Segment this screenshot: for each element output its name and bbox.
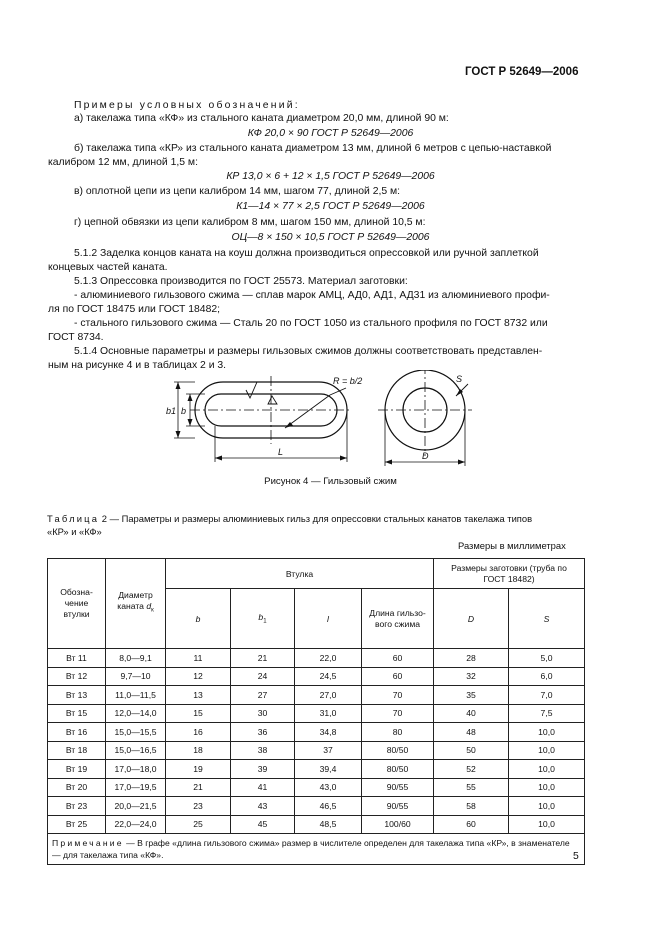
- clause-5-1-4-cont: ным на рисунке 4 и в таблицах 2 и 3.: [48, 360, 227, 371]
- example-a-text: а) такелажа типа «КФ» из стального каната диаметром 20,0 мм, длиной 90 м:: [74, 113, 449, 124]
- cell-l: 37: [295, 741, 362, 760]
- cell-rope-diameter: 9,7—10: [106, 667, 166, 686]
- table-row: [48, 667, 585, 686]
- clause-5-1-4: 5.1.4 Основные параметры и размеры гильзовых сжимов должны соответствовать представлен-: [74, 346, 543, 357]
- table-row: [48, 741, 585, 760]
- clause-5-1-2-cont: концевых частей каната.: [48, 262, 168, 273]
- parameters-table: [47, 558, 585, 865]
- header-s: S: [509, 589, 585, 649]
- cell-b: 16: [166, 723, 231, 742]
- table-row: [48, 686, 585, 705]
- clause-5-1-3-steel: - стального гильзового сжима — Сталь 20 по ГОСТ 1050 из стального профиля по ГОСТ 8732 или: [74, 318, 548, 329]
- cell-b1: 41: [231, 778, 295, 797]
- cell-designation: Вт 15: [48, 704, 106, 723]
- cell-designation: Вт 19: [48, 760, 106, 779]
- page-number: 5: [573, 851, 579, 862]
- cell-clamp-length: 100/60: [362, 815, 434, 834]
- cell-d: 32: [434, 667, 509, 686]
- clause-5-1-3-aluminium: - алюминиевого гильзового сжима — сплав марок АМЦ, АД0, АД1, АД31 из алюминиевого профи-: [74, 290, 550, 301]
- cell-rope-diameter: 20,0—21,5: [106, 797, 166, 816]
- table-title-line2: «КР» и «КФ»: [47, 526, 102, 537]
- cell-s: 7,5: [509, 704, 585, 723]
- cell-d: 60: [434, 815, 509, 834]
- table-row: [48, 778, 585, 797]
- document-id: ГОСТ Р 52649—2006: [465, 66, 579, 78]
- examples-title: Примеры условных обозначений:: [74, 100, 300, 111]
- cell-s: 10,0: [509, 815, 585, 834]
- cell-b: 23: [166, 797, 231, 816]
- header-b1-symbol: b: [258, 612, 264, 623]
- cell-d: 58: [434, 797, 509, 816]
- cell-s: 10,0: [509, 797, 585, 816]
- header-rope-diameter-symbol: d: [146, 601, 152, 612]
- header-b: b: [166, 589, 231, 649]
- cell-designation: Вт 16: [48, 723, 106, 742]
- example-b-text: б) такелажа типа «КР» из стального каната диаметром 13 мм, длиной 6 метров с цепью-наставкой: [74, 143, 552, 154]
- cell-l: 27,0: [295, 686, 362, 705]
- example-v-text: в) оплотной цепи из цепи калибром 14 мм, шагом 77, длиной 2,5 м:: [74, 186, 401, 197]
- cell-clamp-length: 60: [362, 649, 434, 668]
- cell-l: 46,5: [295, 797, 362, 816]
- cell-b: 25: [166, 815, 231, 834]
- cell-l: 31,0: [295, 704, 362, 723]
- clause-5-1-3-aluminium-cont: ля по ГОСТ 18475 или ГОСТ 18482;: [48, 304, 221, 315]
- table-title-word: Таблица: [47, 513, 100, 524]
- label-l: L: [278, 447, 284, 457]
- header-clamp-length: Длина гильзо-вого сжима: [362, 589, 434, 649]
- cell-b: 21: [166, 778, 231, 797]
- table-row: [48, 815, 585, 834]
- cell-b1: 43: [231, 797, 295, 816]
- header-rope-diameter-sub: к: [151, 607, 154, 614]
- cell-b: 15: [166, 704, 231, 723]
- cell-designation: Вт 23: [48, 797, 106, 816]
- cell-designation: Вт 13: [48, 686, 106, 705]
- header-b1-sub: 1: [263, 618, 267, 625]
- cell-l: 39,4: [295, 760, 362, 779]
- cell-s: 7,0: [509, 686, 585, 705]
- table-note-text: — В графе «длина гильзового сжима» размер в числителе определен для такелажа типа «КР», в знаменателе — для такелажа типа «КФ».: [52, 838, 570, 860]
- cell-rope-diameter: 11,0—11,5: [106, 686, 166, 705]
- example-a-formula: КФ 20,0 × 90 ГОСТ Р 52649—2006: [247, 128, 414, 139]
- cell-b1: 36: [231, 723, 295, 742]
- cell-clamp-length: 80/50: [362, 760, 434, 779]
- cell-rope-diameter: 8,0—9,1: [106, 649, 166, 668]
- cell-l: 34,8: [295, 723, 362, 742]
- cell-b1: 38: [231, 741, 295, 760]
- header-b1: [231, 589, 295, 649]
- cell-b: 11: [166, 649, 231, 668]
- header-d: D: [434, 589, 509, 649]
- example-b-formula: КР 13,0 × 6 + 12 × 1,5 ГОСТ Р 52649—2006: [226, 171, 435, 182]
- cell-clamp-length: 60: [362, 667, 434, 686]
- cell-clamp-length: 90/55: [362, 797, 434, 816]
- table-title-text: 2 — Параметры и размеры алюминиевых гильз для опрессовки стальных канатов такелажа типов: [101, 513, 533, 524]
- cell-d: 40: [434, 704, 509, 723]
- cell-b1: 45: [231, 815, 295, 834]
- cell-designation: Вт 20: [48, 778, 106, 797]
- example-v-formula: К1—14 × 77 × 2,5 ГОСТ Р 52649—2006: [236, 201, 425, 212]
- cell-l: 48,5: [295, 815, 362, 834]
- header-blank-dimensions: Размеры заготовки (труба по ГОСТ 18482): [434, 559, 585, 589]
- header-l: l: [295, 589, 362, 649]
- cell-rope-diameter: 15,0—16,5: [106, 741, 166, 760]
- cell-s: 10,0: [509, 741, 585, 760]
- cell-s: 10,0: [509, 778, 585, 797]
- cell-clamp-length: 80: [362, 723, 434, 742]
- table-note: [48, 834, 585, 865]
- cell-l: 43,0: [295, 778, 362, 797]
- cell-rope-diameter: 22,0—24,0: [106, 815, 166, 834]
- example-g-text: г) цепной обвязки из цепи калибром 8 мм, шагом 150 мм, длиной 10,5 м:: [74, 217, 426, 228]
- header-designation: Обозна-чение втулки: [48, 559, 106, 649]
- cell-s: 5,0: [509, 649, 585, 668]
- table-title: [47, 512, 532, 525]
- cell-designation: Вт 12: [48, 667, 106, 686]
- clause-5-1-2: 5.1.2 Заделка концов каната на коуш должна производиться опрессовкой или ручной заплеткой: [74, 248, 539, 259]
- label-b1: b1: [166, 406, 177, 416]
- cell-b1: 21: [231, 649, 295, 668]
- cell-clamp-length: 70: [362, 686, 434, 705]
- cell-l: 22,0: [295, 649, 362, 668]
- cell-d: 48: [434, 723, 509, 742]
- cell-designation: Вт 18: [48, 741, 106, 760]
- figure-caption: Рисунок 4 — Гильзовый сжим: [264, 476, 397, 487]
- cell-s: 10,0: [509, 760, 585, 779]
- header-bushing: Втулка: [166, 559, 434, 589]
- example-b-text-cont: калибром 12 мм, длиной 1,5 м:: [48, 157, 198, 168]
- cell-d: 35: [434, 686, 509, 705]
- header-rope-diameter-label: Диаметр каната: [117, 590, 153, 612]
- table-row: [48, 797, 585, 816]
- cell-b: 19: [166, 760, 231, 779]
- cell-rope-diameter: 15,0—15,5: [106, 723, 166, 742]
- table-row: [48, 760, 585, 779]
- cell-rope-diameter: 12,0—14,0: [106, 704, 166, 723]
- cell-l: 24,5: [295, 667, 362, 686]
- cell-d: 52: [434, 760, 509, 779]
- example-g-formula: ОЦ—8 × 150 × 10,5 ГОСТ Р 52649—2006: [231, 232, 430, 243]
- cell-b: 18: [166, 741, 231, 760]
- label-d: D: [422, 451, 429, 461]
- cell-b1: 27: [231, 686, 295, 705]
- figure-sleeve-clamp: [150, 370, 480, 470]
- table-row: [48, 704, 585, 723]
- cell-b1: 24: [231, 667, 295, 686]
- cell-rope-diameter: 17,0—18,0: [106, 760, 166, 779]
- header-rope-diameter: [106, 559, 166, 649]
- cell-designation: Вт 25: [48, 815, 106, 834]
- clause-5-1-3: 5.1.3 Опрессовка производится по ГОСТ 25573. Материал заготовки:: [74, 276, 408, 287]
- table-row: [48, 649, 585, 668]
- cell-d: 55: [434, 778, 509, 797]
- cell-b1: 39: [231, 760, 295, 779]
- cell-clamp-length: 70: [362, 704, 434, 723]
- cell-d: 50: [434, 741, 509, 760]
- table-units: Размеры в миллиметрах: [458, 540, 566, 551]
- cell-clamp-length: 80/50: [362, 741, 434, 760]
- table-row: [48, 723, 585, 742]
- cell-b: 13: [166, 686, 231, 705]
- cell-designation: Вт 11: [48, 649, 106, 668]
- cell-s: 6,0: [509, 667, 585, 686]
- table-note-word: Примечание: [52, 838, 124, 848]
- clause-5-1-3-steel-cont: ГОСТ 8734.: [48, 332, 104, 343]
- cell-b1: 30: [231, 704, 295, 723]
- cell-b: 12: [166, 667, 231, 686]
- label-r: R = b/2: [333, 376, 363, 386]
- label-b: b: [181, 406, 187, 416]
- cell-clamp-length: 90/55: [362, 778, 434, 797]
- cell-d: 28: [434, 649, 509, 668]
- cell-s: 10,0: [509, 723, 585, 742]
- label-s: S: [456, 374, 463, 384]
- cell-rope-diameter: 17,0—19,5: [106, 778, 166, 797]
